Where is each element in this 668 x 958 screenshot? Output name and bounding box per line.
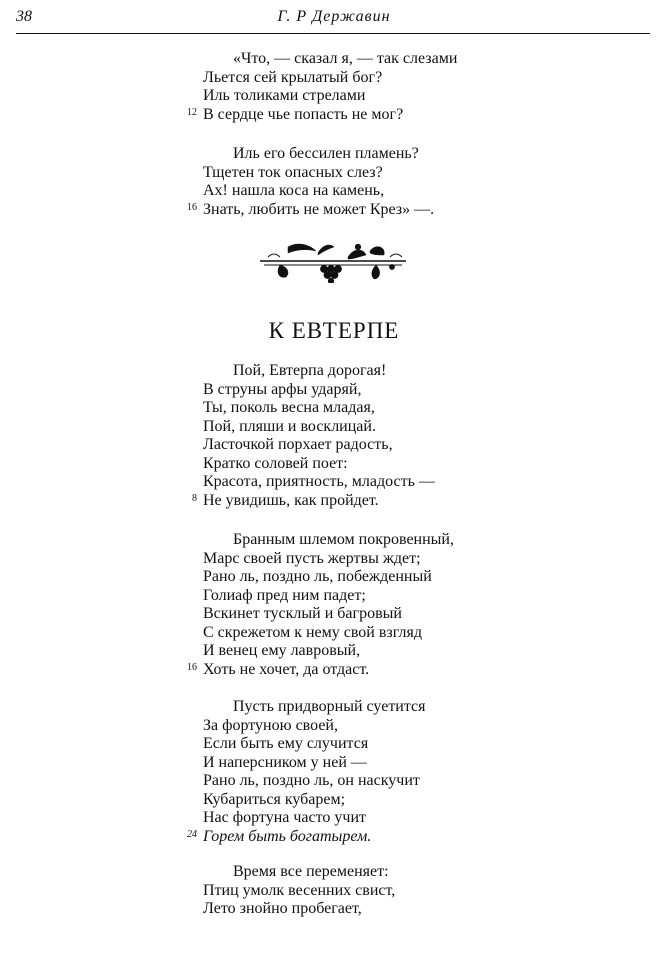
running-head: Г. Р Державин: [277, 8, 391, 25]
grapevine-ornament-icon: [258, 237, 408, 283]
verse-line-text: Время все переменяет:: [233, 863, 389, 880]
verse-line: [203, 455, 435, 474]
poem-stanza-3: [187, 698, 426, 846]
verse-line-text: В сердце чье попасть не мог?: [203, 105, 404, 123]
verse-line: [203, 473, 435, 492]
poem-stanza-4: [203, 863, 395, 919]
verse-line-text: Рано ль, поздно ль, побежденный: [203, 568, 432, 585]
verse-line-text: Не увидишь, как пройдет.: [203, 491, 379, 509]
line-number: 24: [187, 828, 197, 840]
verse-line: [187, 660, 454, 680]
verse-line: [203, 698, 426, 717]
verse-line: [187, 200, 435, 220]
verse-line-text: Пой, Евтерпа дорогая!: [233, 362, 387, 379]
prev-stanza-2: [187, 145, 435, 219]
verse-line-text: С скрежетом к нему свой взгляд: [203, 623, 422, 641]
verse-line: [203, 87, 457, 106]
verse-line: [203, 624, 454, 643]
verse-line: [203, 717, 426, 736]
line-number: 8: [192, 492, 197, 504]
verse-line: [203, 605, 454, 624]
poem-stanza-1: [192, 362, 435, 510]
verse-line: [203, 399, 435, 418]
verse-line: [203, 809, 426, 828]
verse-line-text: Ты, поколь весна младая,: [203, 399, 375, 416]
verse-line-text: Красота, приятность, младость —: [203, 473, 435, 490]
verse-line: [203, 182, 434, 201]
verse-line: [203, 381, 435, 400]
verse-line: [203, 772, 426, 791]
verse-line: [203, 145, 434, 164]
verse-line: [203, 642, 454, 661]
verse-line: [203, 436, 435, 455]
verse-line: [203, 362, 435, 381]
verse-line-text: Ах! нашла коса на камень,: [203, 182, 385, 199]
verse-line: [203, 531, 454, 550]
verse-line: [203, 882, 395, 901]
verse-line-text: В струны арфы ударяй,: [203, 380, 362, 398]
verse-line-text: Вскинет тусклый и багровый: [203, 605, 402, 622]
verse-line: [203, 418, 435, 437]
verse-line: [203, 550, 454, 569]
verse-line-text: Марс своей пусть жертвы ждет;: [203, 549, 421, 567]
verse-line-text: Ласточкой порхает радость,: [203, 436, 393, 453]
line-number: 12: [187, 106, 197, 118]
poem-title: К ЕВТЕРПЕ: [268, 318, 400, 343]
verse-line-text: Хоть не хочет, да отдаст.: [203, 660, 370, 678]
verse-line: [203, 164, 434, 183]
verse-line: [203, 863, 395, 882]
verse-line-text: Лето знойно пробегает,: [203, 900, 362, 917]
verse-line-text: Кубариться кубарем;: [203, 790, 346, 808]
verse-line: [203, 900, 395, 919]
verse-line-text: Знать, любить не может Крез» —.: [203, 200, 435, 218]
verse-line-text: Пусть придворный суетится: [233, 698, 426, 715]
verse-line: [187, 827, 426, 847]
verse-line: [203, 587, 454, 606]
verse-line-text: Иль его бессилен пламень?: [233, 145, 419, 162]
verse-line: [203, 568, 454, 587]
verse-line-text: «Что, — сказал я, — так слезами: [233, 50, 458, 67]
verse-line-text: Голиаф пред ним падет;: [203, 586, 366, 604]
verse-line-text: Льется сей крылатый бог?: [203, 68, 383, 86]
verse-line: [203, 791, 426, 810]
header-rule: [16, 33, 650, 34]
verse-line: [203, 69, 457, 88]
verse-line-text: Пой, пляши и восклицай.: [203, 417, 376, 435]
verse-line-text: Бранным шлемом покровенный,: [233, 531, 454, 548]
verse-line-text: Кратко соловей поет:: [203, 454, 348, 472]
verse-line-text: Горем быть богатырем.: [203, 827, 372, 845]
verse-line-text: И венец ему лавровый,: [203, 642, 361, 659]
poem-stanza-2: [187, 531, 454, 679]
verse-line-text: Рано ль, поздно ль, он наскучит: [203, 772, 420, 789]
verse-line: [187, 105, 457, 125]
line-number: 16: [187, 661, 197, 673]
verse-line: [203, 50, 457, 69]
verse-line-text: За фортуною своей,: [203, 716, 338, 734]
verse-line-text: И наперсником у ней —: [203, 753, 367, 771]
verse-line-text: Птиц умолк весенних свист,: [203, 881, 396, 899]
verse-line: [203, 735, 426, 754]
verse-line-text: Нас фортуна часто учит: [203, 809, 366, 826]
verse-line-text: Иль толиками стрелами: [203, 87, 366, 104]
verse-line-text: Тщетен ток опасных слез?: [203, 163, 383, 181]
verse-line: [192, 491, 435, 511]
prev-stanza-1: [187, 50, 458, 124]
line-number: 16: [187, 201, 197, 213]
verse-line-text: Если быть ему случится: [203, 735, 369, 752]
page-number: 38: [16, 8, 32, 25]
verse-line: [203, 754, 426, 773]
